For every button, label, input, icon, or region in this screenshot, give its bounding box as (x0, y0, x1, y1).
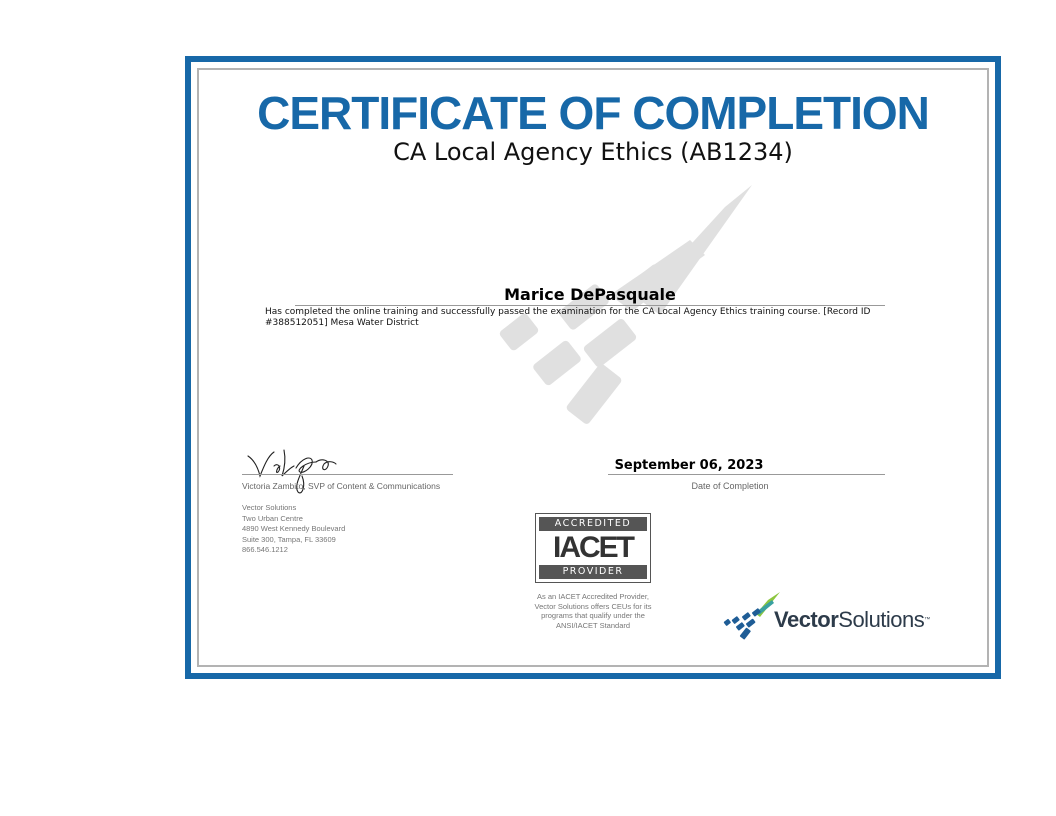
badge-top-label: ACCREDITED (539, 517, 647, 531)
address-line: Suite 300, Tampa, FL 33609 (242, 534, 336, 544)
iacet-note-line: As an IACET Accredited Provider, (537, 592, 649, 601)
address-line: Two Urban Centre (242, 513, 303, 523)
course-name: CA Local Agency Ethics (AB1234) (393, 138, 793, 166)
completion-date: September 06, 2023 (614, 458, 764, 473)
iacet-note-line: programs that qualify under the (541, 611, 645, 620)
date-line (608, 474, 885, 475)
vector-solutions-logo-icon (722, 592, 782, 642)
badge-bottom-label: PROVIDER (539, 565, 647, 579)
address-line: Vector Solutions (242, 503, 297, 512)
iacet-note (515, 592, 671, 630)
trademark-mark: ™ (924, 617, 930, 623)
iacet-note-line: ANSI/IACET Standard (555, 620, 631, 630)
brand-name-light: Solutions (838, 607, 925, 632)
address-line: 4890 West Kennedy Boulevard (242, 524, 346, 533)
badge-middle-label: IACET (553, 531, 633, 564)
company-address (242, 503, 442, 556)
vector-solutions-logo-text (774, 606, 930, 634)
certificate-title: CERTIFICATE OF COMPLETION (257, 87, 929, 139)
signature-line (242, 474, 453, 475)
completion-statement: Has completed the online training and successfully passed the examination for the CA Local Agency Ethics training course. [Record ID #388512051] Mesa Water District (265, 307, 871, 328)
date-caption: Date of Completion (691, 481, 769, 491)
brand-name-bold: Vector (774, 607, 839, 632)
iacet-note-line: Vector Solutions offers CEUs for its (534, 601, 652, 611)
recipient-name: Marice DePasquale (295, 285, 885, 306)
iacet-badge (535, 513, 651, 583)
address-line: 866.546.1212 (242, 545, 288, 554)
signer-caption: Victoria Zambito, SVP of Content & Communications (242, 481, 441, 491)
